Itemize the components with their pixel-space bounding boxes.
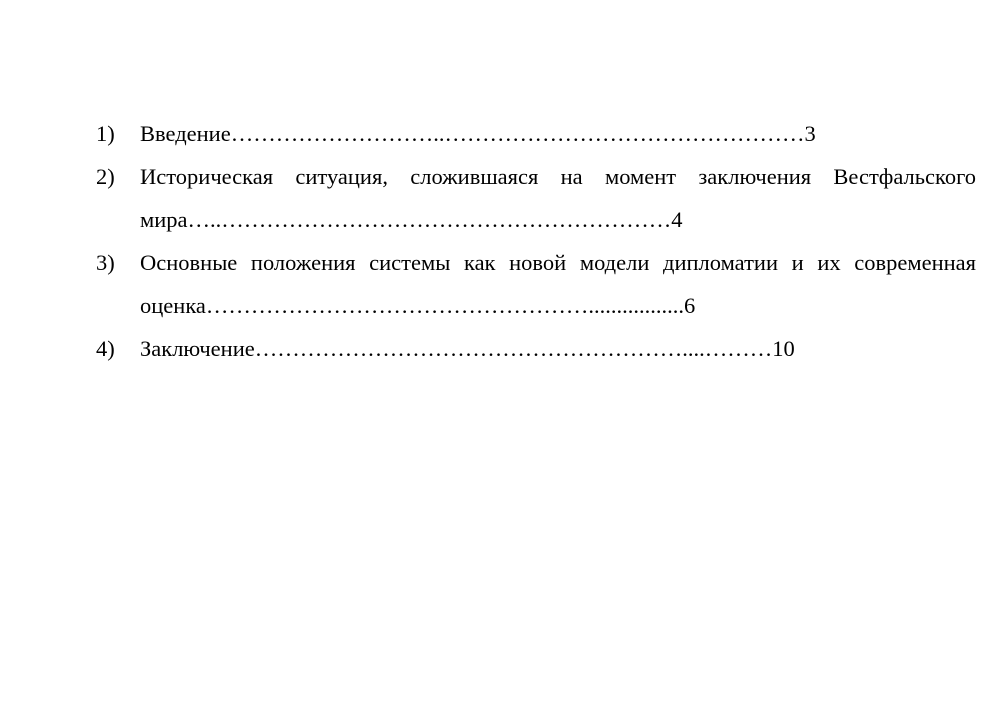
toc-entry [96, 327, 976, 370]
toc-entry [96, 112, 976, 155]
toc-entry-number: 3) [96, 250, 115, 275]
toc-entry-page: 4 [671, 207, 683, 232]
toc-entry-body [140, 155, 982, 241]
toc-entry-title: Заключение…………………………………………………....……… [140, 336, 773, 361]
toc-entry-page: 6 [684, 293, 696, 318]
toc-entry-number: 2) [96, 164, 115, 189]
toc-entry [96, 241, 982, 327]
toc-entry-title: Основные положения системы как новой модели дипломатии и их современная оценка……………………………………………................. [140, 250, 982, 318]
toc-entry-title: Введение………………………..………………………………………… [140, 121, 805, 146]
toc-entry [96, 155, 982, 241]
table-of-contents [96, 112, 982, 370]
toc-entry-body [140, 112, 976, 155]
toc-entry-page: 3 [804, 121, 816, 146]
toc-entry-number: 4) [96, 336, 115, 361]
toc-entry-title: Историческая ситуация, сложившаяся на момент заключения Вестфальского мира…..…………………………………………………… [140, 164, 982, 232]
toc-entry-body [140, 241, 982, 327]
toc-entry-body [140, 327, 976, 370]
toc-entry-number: 1) [96, 121, 115, 146]
toc-entry-page: 10 [772, 336, 795, 361]
